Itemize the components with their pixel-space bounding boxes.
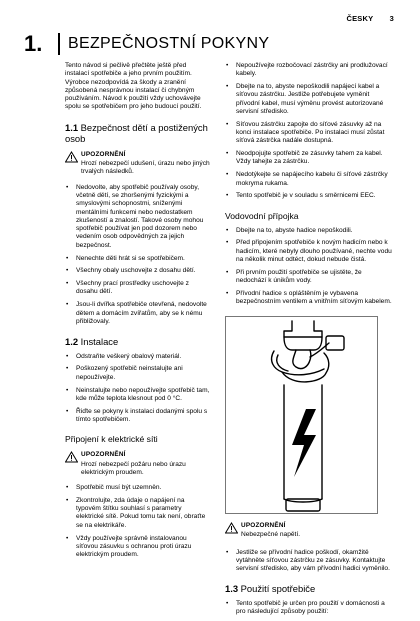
section-1-1-heading [65,122,210,145]
list-item: • Odstraňte veškerý obalový materiál. [65,353,210,361]
list-item: • Poškozený spotřebič neinstalujte ani nepoužívejte. [65,365,210,382]
list-item: • Všechny prací prostředky uschovejte z dosahu dětí. [65,280,210,297]
list-item: • Řiďte se pokyny k instalaci dodanými spolu s tímto spotřebičem. [65,408,210,425]
list-item: • Všechny obaly uschovejte z dosahu dětí. [65,267,210,275]
list-item: • Zkontrolujte, zda údaje o napájení na typovém štítku souhlasí s parametry elektrické sítě. Pokud tomu tak není, obraťte se na elektrikáře. [65,497,210,530]
page-header [346,14,394,23]
chapter-number: 1. [24,31,43,56]
list-item: • Nepoužívejte rozbočovací zástrčky ani prodlužovací kabely. [225,62,393,79]
section-1-1-number: 1.1 [65,121,79,133]
section-1-3-heading [225,583,393,595]
warning-text: Nebezpečné napětí. [241,530,301,538]
electric-heading: Připojení k elektrické síti [65,434,158,445]
warning-box [65,451,210,477]
header-page-number: 3 [389,14,394,23]
hose-damage-list [225,549,393,574]
water-heading: Vodovodní přípojka [225,210,299,221]
list-item: • Síťovou zástrčku zapojte do síťové zásuvky až na konci instalace spotřebiče. Po instalaci musí zůstat síťová zástrčka nadále dostupná. [225,121,393,146]
list-item: • Neodpojujte spotřebič ze zásuvky tahem za kabel. Vždy tahejte za zástrčku. [225,150,393,167]
hose-voltage-drawing [226,317,377,513]
usage-list [225,600,393,617]
warning-label: UPOZORNĚNÍ [81,150,126,158]
list-item: • Nedotýkejte se napájecího kabelu či síťové zástrčky mokryma rukama. [225,171,393,188]
electric-list [65,484,210,559]
warning-triangle-icon [65,451,78,463]
intro-paragraph: Tento návod si pečlivě přečtěte ještě před instalací spotřebiče a jeho prvním použitím. Výrobce nezodpovídá za škody a zranění způsobená nesprávnou instalací či chybným používáním. Návod k použití vždy uchovávejte spolu se spotřebičem pro jeho budoucí použití. [65,62,202,111]
list-item: • Spotřebič musí být uzemněn. [65,484,210,492]
chapter-title: BEZPEČNOSTNÍ POKYNY [68,35,270,52]
chapter-divider [58,33,60,55]
warning-triangle-icon [65,151,78,163]
list-item: • Dbejte na to, abyste nepoškodili napájecí kabel a síťovou zástrčku. Jestliže potřebujete vyměnit přívodní kabel, musí výměnu provést autorizované servisní středisko. [225,83,393,116]
list-item: • Přívodní hadice s opláštěním je vybavena bezpečnostním ventilem a vnitřním síťovým kabelem. [225,290,393,307]
list-item: • Jestliže se přívodní hadice poškodí, okamžitě vytáhněte síťovou zástrčku ze zásuvky. Kontaktujte servisní středisko, aby vám přívodní hadici vyměnilo. [225,549,393,574]
list-item: • Při prvním použití spotřebiče se ujistěte, že nedochází k únikům vody. [225,269,393,286]
section-1-2-number: 1.2 [65,336,79,348]
section-1-1-title: Bezpečnost dětí a postižených osob [65,121,208,145]
list-item: • Tento spotřebič je v souladu s směrnicemi EEC. [225,192,393,200]
warning-label: UPOZORNĚNÍ [241,521,286,529]
chapter-heading [24,31,396,57]
section-1-3-number: 1.3 [225,583,239,595]
section-1-2-title: Instalace [80,336,119,348]
water-list [225,227,393,307]
header-language: ČESKY [346,14,374,23]
installation-list [65,353,210,425]
list-item: • Nedovolte, aby spotřebič používaly osoby, včetně dětí, se zhoršenými fyzickými a smyslovými schopnostmi, sníženými mentálními funkcemi nebo nedostatkem zkušeností a znalostí. Takové osoby mohou spotřebič používat jen pod dozorem nebo vedením osob odpovědných za jejich bezpečnost. [65,184,210,250]
right-column [225,62,393,621]
warning-text: Hrozí nebezpečí udušení, úrazu nebo jiných trvalých následků. [81,160,210,176]
warning-label: UPOZORNĚNÍ [81,451,126,459]
hose-illustration [225,316,378,514]
section-1-3-title: Použití spotřebiče [240,583,316,595]
list-item: • Jsou-li dvířka spotřebiče otevřená, nedovolte dětem a domácím zvířatům, aby se k nému přibližovaly. [65,301,210,326]
electric-list-continued [225,62,393,201]
list-item: • Tento spotřebič je určen pro použití v domácnosti a pro následující způsoby použití: [225,600,393,617]
section-1-2-heading [65,336,210,348]
warning-box [65,151,210,177]
list-item: • Nenechte děti hrát si se spotřebičem. [65,255,210,263]
list-item: • Neinstalujte nebo nepoužívejte spotřebič tam, kde může teplota klesnout pod 0 °C. [65,387,210,404]
warning-box [225,522,393,542]
lightning-bolt-icon [292,409,316,477]
warning-triangle-icon [225,522,238,534]
list-item: • Vždy používejte správně instalovanou síťovou zásuvku s ochranou proti úrazu elektrickým proudem. [65,535,210,560]
warning-text: Hrozí nebezpečí požáru nebo úrazu elektrickým proudem. [81,460,186,476]
list-item: • Před připojením spotřebiče k novým hadicím nebo k hadicím, které nebyly dlouho používané, nechte vodu na několik minut odtéct, dokud nebude čistá. [225,239,393,264]
child-safety-list [65,184,210,326]
list-item: • Dbejte na to, abyste hadice nepoškodili. [225,227,393,235]
left-column [65,62,210,564]
